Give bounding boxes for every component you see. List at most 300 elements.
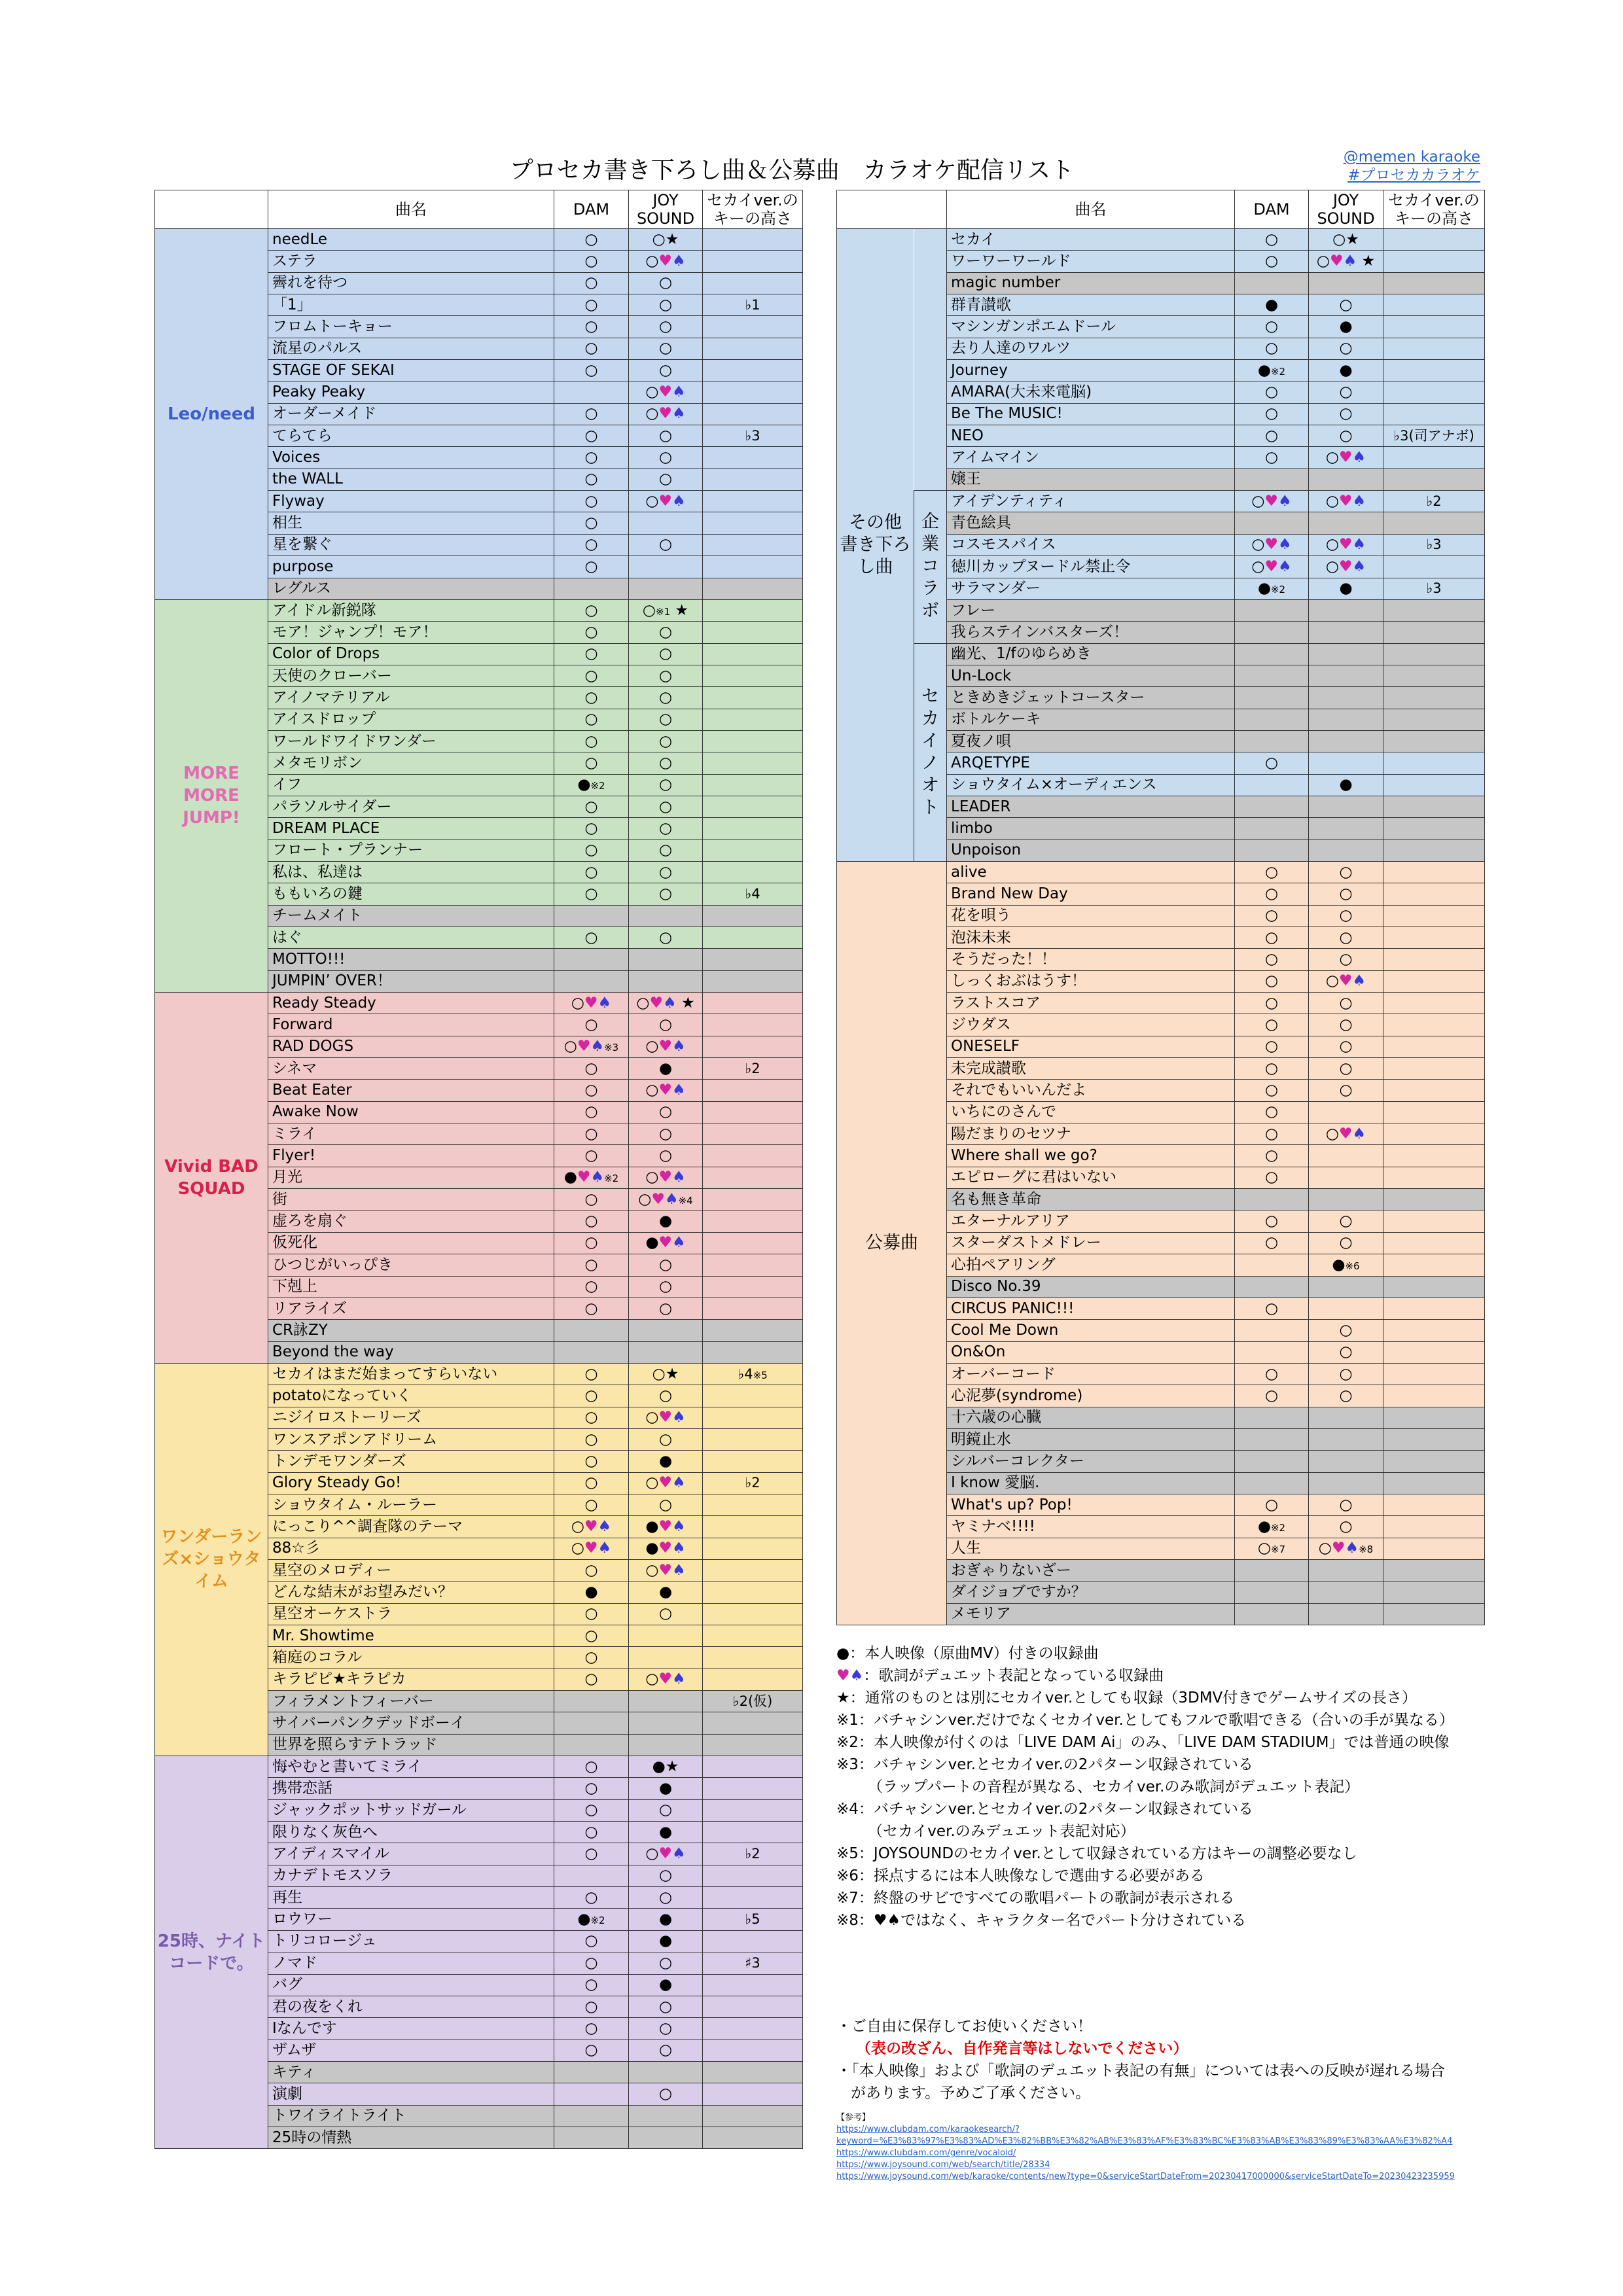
dam-mark: ○ (554, 272, 629, 294)
unit-logo-text: Leo/need (168, 404, 255, 424)
subgroup-label-line: コラボ (921, 556, 939, 622)
key-value: ♭3 (703, 425, 803, 447)
key-value (1383, 1254, 1485, 1276)
song-title: ONESELF (947, 1036, 1235, 1057)
subgroup-label-line: ノオト (921, 752, 939, 818)
joy-mark: ○ (629, 360, 703, 381)
unit-logo-mmj (155, 599, 268, 992)
key-value (1383, 338, 1485, 359)
joy-mark: ●♥♠ (629, 1516, 703, 1538)
song-title: フロート・プランナー (268, 839, 554, 861)
key-value (703, 1101, 803, 1123)
ref-link[interactable]: https://www.joysound.com/web/karaoke/contents/new?type=0&serviceStartDateFrom=20230417000000&serviceStartDateTo=20230423235959 (836, 2172, 1455, 2181)
references (836, 2112, 1623, 2183)
dam-mark: ○ (1235, 1080, 1309, 1101)
dam-mark: ○ (554, 2018, 629, 2040)
joy-mark: ○ (629, 1123, 703, 1145)
song-title: 25時の情熱 (268, 2127, 554, 2148)
hashtag-link[interactable]: #プロセカカラオケ (1347, 167, 1480, 184)
key-value (1383, 599, 1485, 621)
key-value (1383, 1276, 1485, 1298)
joy-mark: ○♥♠ (1309, 491, 1383, 512)
joy-mark: ○ (629, 1865, 703, 1886)
legend-note: （セカイver.のみデュエット表記対応） (868, 1823, 1135, 1840)
song-header: 曲名 (268, 190, 554, 229)
joy-mark: ○ (629, 839, 703, 861)
song-title: にっこり^^調査隊のテーマ (268, 1516, 554, 1538)
key-value (703, 970, 803, 992)
key-value (703, 949, 803, 970)
joy-mark (1309, 796, 1383, 817)
joy-mark (629, 1625, 703, 1647)
joy-mark (1309, 1101, 1383, 1123)
dam-mark: ○ (554, 1669, 629, 1690)
dam-mark: ○ (1235, 1494, 1309, 1515)
dam-mark: ○ (554, 1123, 629, 1145)
song-title: ワンスアポンアドリーム (268, 1428, 554, 1450)
key-value (1383, 1101, 1485, 1123)
usage-notice (836, 2015, 1491, 2104)
unit-logo-text: Vivid BAD SQUAD (164, 1156, 259, 1199)
key-value (703, 1298, 803, 1319)
joy-mark: ○ (629, 468, 703, 490)
song-title: ステラ (268, 251, 554, 272)
left-song-table (154, 190, 803, 2149)
song-title: 未完成讃歌 (947, 1058, 1235, 1080)
dam-mark: ○ (554, 534, 629, 556)
song-title: メタモリボン (268, 752, 554, 774)
song-title: フィラメントフィーバー (268, 1691, 554, 1712)
joy-mark: ○ (629, 1014, 703, 1036)
key-value (703, 1799, 803, 1821)
song-title: RAD DOGS (268, 1036, 554, 1057)
dam-mark: ○ (554, 1189, 629, 1210)
joy-mark (629, 578, 703, 599)
dam-mark: ○ (554, 1887, 629, 1909)
song-title: Color of Drops (268, 643, 554, 665)
joy-mark: ○ (629, 1428, 703, 1450)
key-value (1383, 818, 1485, 839)
key-value (703, 534, 803, 556)
song-title: 明鏡止水 (947, 1428, 1235, 1450)
key-value (703, 993, 803, 1014)
joy-mark: ○ (629, 1603, 703, 1625)
key-value: ♭2 (703, 1058, 803, 1080)
dam-mark: ○ (1235, 1298, 1309, 1319)
song-title: I know 愛脳. (947, 1472, 1235, 1494)
dam-mark: ●※2 (1235, 578, 1309, 599)
joy-mark (629, 1712, 703, 1734)
key-value (703, 360, 803, 381)
dam-mark (554, 1691, 629, 1712)
joy-mark (1309, 643, 1383, 665)
dam-mark: ○ (554, 709, 629, 730)
dam-mark: ○ (554, 447, 629, 468)
legend-note: ※7：終盤のサビですべての歌唱パートの歌詞が表示される (836, 1890, 1235, 1907)
song-title: バグ (268, 1974, 554, 1996)
table-row (155, 1756, 803, 1778)
notice-warning: （表の改ざん、自作発言等はしないでください） (856, 2040, 1188, 2057)
key-value (703, 1538, 803, 1559)
dam-mark: ○ (554, 1058, 629, 1080)
joy-mark: ● (629, 1909, 703, 1930)
key-value (1383, 839, 1485, 861)
dam-mark: ●※2 (554, 774, 629, 796)
group-label-other (837, 229, 914, 862)
dam-mark: ○ (554, 1080, 629, 1101)
song-title: 去り人達のワルツ (947, 338, 1235, 359)
joy-mark: ○ (629, 1385, 703, 1407)
dam-mark: ○ (554, 1494, 629, 1515)
song-title: 名も無き革命 (947, 1189, 1235, 1210)
dam-mark (1235, 1603, 1309, 1625)
song-title: ラストスコア (947, 993, 1235, 1014)
joy-mark: ○ (1309, 1232, 1383, 1254)
dam-mark: ○ (554, 403, 629, 425)
key-value (703, 796, 803, 817)
joy-mark: ○♥♠ (1309, 556, 1383, 578)
joy-mark: ○ (1309, 294, 1383, 316)
key-value (703, 709, 803, 730)
legend-note: ※2：本人映像が付くのは「LIVE DAM Ai」のみ、「LIVE DAM STADIUM」では普通の映像 (836, 1734, 1450, 1751)
key-value (703, 905, 803, 927)
song-title: Journey (947, 360, 1235, 381)
unit-logo-vbs (155, 993, 268, 1364)
dam-mark (554, 2127, 629, 2148)
key-value (703, 1712, 803, 1734)
key-value (1383, 1210, 1485, 1232)
twitter-handle-link[interactable]: @memen karaoke (1343, 149, 1480, 166)
joy-mark: ○♥♠ (629, 1407, 703, 1428)
song-title: 花を唄う (947, 905, 1235, 927)
song-title: magic number (947, 272, 1235, 294)
ref-link[interactable]: https://www.clubdam.com/karaokesearch/?keyword=%E3%83%97%E3%83%AD%E3%82%BB%E3%82%AB%E3%83%AF%E3%83%BC%E3%83%AB%E3%83%89%E3%83%AA%E3%82%A4 (836, 2125, 1453, 2146)
song-title: ロウワー (268, 1909, 554, 1930)
song-title: Voices (268, 447, 554, 468)
ref-link[interactable]: https://www.clubdam.com/genre/vocaloid/ (836, 2148, 1016, 2158)
song-title: ニジイロストーリーズ (268, 1407, 554, 1428)
joy-mark: ○ (629, 622, 703, 643)
group-label-pub (837, 861, 947, 1625)
key-value (703, 2061, 803, 2083)
joy-mark: ○ (1309, 1494, 1383, 1515)
joy-mark: ○ (629, 752, 703, 774)
dam-mark (554, 1712, 629, 1734)
song-title: オーバーコード (947, 1363, 1235, 1385)
subgroup-label (914, 491, 947, 643)
key-value: ♭3 (1383, 534, 1485, 556)
dam-mark: ○ (1235, 1210, 1309, 1232)
dam-mark: ○ (1235, 403, 1309, 425)
key-value (1383, 1341, 1485, 1363)
key-value (1383, 1581, 1485, 1603)
dam-mark: ●※2 (1235, 1516, 1309, 1538)
dam-mark (1235, 272, 1309, 294)
dam-mark (1235, 730, 1309, 752)
key-value (703, 1254, 803, 1276)
joy-mark: ○♥♠ (629, 1843, 703, 1865)
dam-mark: ○ (1235, 1123, 1309, 1145)
song-title: potatoになっていく (268, 1385, 554, 1407)
subgroup-label (914, 643, 947, 861)
song-title: チームメイト (268, 905, 554, 927)
dam-mark: ○ (1235, 970, 1309, 992)
right-song-table (836, 190, 1485, 1625)
dam-mark (1235, 1276, 1309, 1298)
song-title: 泡沫未来 (947, 927, 1235, 949)
song-title: フロムトーキョー (268, 316, 554, 338)
dam-mark: ○ (554, 1974, 629, 1996)
dam-mark (554, 1734, 629, 1756)
legend-note: ※4：バチャシンver.とセカイver.の2パターン収録されている (836, 1801, 1253, 1818)
key-value (1383, 993, 1485, 1014)
key-value (1383, 468, 1485, 490)
song-title: 再生 (268, 1887, 554, 1909)
song-title: イフ (268, 774, 554, 796)
song-title: 人生 (947, 1538, 1235, 1559)
joy-mark: ○♥♠ (1309, 970, 1383, 992)
song-title: 携帯恋話 (268, 1778, 554, 1799)
dam-mark: ○ (554, 1843, 629, 1865)
song-title: セカイ (947, 229, 1235, 251)
dam-mark: ○ (554, 1232, 629, 1254)
key-value (703, 229, 803, 251)
key-value (1383, 556, 1485, 578)
key-value (1383, 1167, 1485, 1188)
key-value (703, 861, 803, 883)
key-value (1383, 1036, 1485, 1057)
key-value (1383, 294, 1485, 316)
dam-mark: ○ (554, 1756, 629, 1778)
references-label: 【参考】 (836, 2113, 871, 2123)
joy-mark: ○ (629, 861, 703, 883)
song-title: 夏夜ノ唄 (947, 730, 1235, 752)
song-title: 悔やむと書いてミライ (268, 1756, 554, 1778)
song-title: 星空のメロディー (268, 1559, 554, 1581)
song-title: 街 (268, 1189, 554, 1210)
dam-mark: ○ (554, 927, 629, 949)
dam-mark: ○ (554, 1428, 629, 1450)
legend-note: ※5：JOYSOUNDのセカイver.として収録されている方はキーの調整必要なし (836, 1845, 1357, 1862)
joy-mark: ○ (1309, 1014, 1383, 1036)
dam-mark: ● (1235, 294, 1309, 316)
key-value (1383, 1320, 1485, 1341)
key-value: ♭2 (1383, 491, 1485, 512)
song-title: CR詠ZY (268, 1320, 554, 1341)
joy-mark (1309, 1451, 1383, 1472)
joy-mark: ○ (1309, 1385, 1383, 1407)
joy-mark: ○ (1309, 1036, 1383, 1057)
dam-mark: ○ (1235, 316, 1309, 338)
dam-mark: ○ (554, 1101, 629, 1123)
key-value (1383, 752, 1485, 774)
joy-mark: ○ (1309, 403, 1383, 425)
dam-mark: ○ (554, 1930, 629, 1952)
dam-mark: ○ (554, 1472, 629, 1494)
table-row (155, 229, 803, 251)
dam-mark: ○ (554, 1363, 629, 1385)
joy-mark (1309, 622, 1383, 643)
key-value (703, 1014, 803, 1036)
song-title: キティ (268, 2061, 554, 2083)
joy-mark: ○ (629, 447, 703, 468)
dam-mark: ○ (1235, 1145, 1309, 1167)
joy-mark: ● (629, 1778, 703, 1799)
song-title: コスモスパイス (947, 534, 1235, 556)
song-title: ももいろの鍵 (268, 883, 554, 905)
table-row (837, 861, 1485, 883)
key-value: ♭2(仮) (703, 1691, 803, 1712)
joy-mark: ● (1309, 360, 1383, 381)
song-title: Flyer! (268, 1145, 554, 1167)
song-title: Unpoison (947, 839, 1235, 861)
key-value (1383, 643, 1485, 665)
song-title: オーダーメイド (268, 403, 554, 425)
key-value (703, 599, 803, 621)
key-value (703, 1516, 803, 1538)
dam-mark (1235, 1254, 1309, 1276)
dam-mark (554, 949, 629, 970)
joy-mark: ○♥♠ (1309, 1123, 1383, 1145)
joy-mark: ○ (1309, 1320, 1383, 1341)
dam-mark: ●※2 (1235, 360, 1309, 381)
song-title: JUMPIN’ OVER！ (268, 970, 554, 992)
key-value (1383, 709, 1485, 730)
song-title: ノマド (268, 1952, 554, 1974)
dam-mark: ●※2 (554, 1909, 629, 1930)
key-value (1383, 861, 1485, 883)
dam-mark: ○ (1235, 251, 1309, 272)
dam-mark: ○ (554, 839, 629, 861)
dam-mark: ○ (1235, 1036, 1309, 1057)
dam-mark (554, 1320, 629, 1341)
dam-mark: ○ (554, 468, 629, 490)
joy-mark (629, 2105, 703, 2127)
joy-mark: ●♥♠ (629, 1232, 703, 1254)
dam-mark: ○ (1235, 447, 1309, 468)
joy-mark: ○♥♠ (629, 381, 703, 403)
song-title: 月光 (268, 1167, 554, 1188)
song-title: ワールドワイドワンダー (268, 730, 554, 752)
key-value (1383, 1298, 1485, 1319)
song-title: 徳川カップヌードル禁止令 (947, 556, 1235, 578)
table-row (155, 599, 803, 621)
key-value (703, 1494, 803, 1515)
song-title: 世界を照らすテトラッド (268, 1734, 554, 1756)
key-value (1383, 1014, 1485, 1036)
song-title: トンデモワンダーズ (268, 1451, 554, 1472)
song-title: CIRCUS PANIC!!! (947, 1298, 1235, 1319)
song-title: てらてら (268, 425, 554, 447)
dam-mark: ○ (1235, 1014, 1309, 1036)
joy-mark (1309, 1276, 1383, 1298)
key-value (703, 1822, 803, 1843)
key-value (1383, 730, 1485, 752)
joy-mark: ○ (1309, 1210, 1383, 1232)
joy-mark (1309, 1559, 1383, 1581)
key-value (1383, 1232, 1485, 1254)
song-title: LEADER (947, 796, 1235, 817)
dam-mark: ○ (554, 1407, 629, 1428)
song-title: ミライ (268, 1123, 554, 1145)
song-title: カナデトモスソラ (268, 1865, 554, 1886)
unit-logo-text: MORE MORE JUMP! (183, 764, 240, 828)
song-title: アイデンティティ (947, 491, 1235, 512)
dam-mark: ○ (554, 229, 629, 251)
dam-mark: ○ (554, 1822, 629, 1843)
song-title: ザムザ (268, 2040, 554, 2061)
dam-mark: ○ (554, 2040, 629, 2061)
song-title: 霽れを待つ (268, 272, 554, 294)
key-value (1383, 1123, 1485, 1145)
dam-mark (1235, 665, 1309, 686)
song-title: 仮死化 (268, 1232, 554, 1254)
dam-header: DAM (554, 190, 629, 229)
key-value (703, 447, 803, 468)
joy-mark: ○ (1309, 1341, 1383, 1363)
joy-mark: ○ (629, 534, 703, 556)
joy-mark (1309, 665, 1383, 686)
unit-logo-text: 25時、ナイトコードで。 (157, 1931, 266, 1973)
dam-mark (1235, 1581, 1309, 1603)
key-value (1383, 1385, 1485, 1407)
song-title: スターダストメドレー (947, 1232, 1235, 1254)
song-title: DREAM PLACE (268, 818, 554, 839)
joy-mark (629, 970, 703, 992)
dam-mark (554, 2083, 629, 2105)
joy-mark (629, 556, 703, 578)
joy-mark: ○ (629, 338, 703, 359)
dam-mark: ○ (554, 796, 629, 817)
song-title: STAGE OF SEKAI (268, 360, 554, 381)
joy-mark: ○ (629, 294, 703, 316)
dam-mark: ○♥♠ (554, 1538, 629, 1559)
key-value (703, 1276, 803, 1298)
song-title: シネマ (268, 1058, 554, 1080)
song-title: セカイはまだ始まってすらいない (268, 1363, 554, 1385)
joy-mark (1309, 818, 1383, 839)
joy-mark: ○ (629, 2040, 703, 2061)
key-value (703, 1407, 803, 1428)
ref-link[interactable]: https://www.joysound.com/web/search/title/28334 (836, 2160, 1050, 2170)
song-title: 天使のクローバー (268, 665, 554, 686)
key-value (1383, 381, 1485, 403)
key-value (1383, 927, 1485, 949)
song-title: 演劇 (268, 2083, 554, 2105)
joy-mark: ○ (1309, 381, 1383, 403)
dam-mark (1235, 687, 1309, 709)
joy-mark: ● (629, 1451, 703, 1472)
dam-mark: ○ (554, 1647, 629, 1669)
dam-mark (1235, 1559, 1309, 1581)
joy-mark: ○ (1309, 927, 1383, 949)
table-row (155, 993, 803, 1014)
song-title: エピローグに君はいない (947, 1167, 1235, 1188)
key-value (703, 839, 803, 861)
table-row (837, 643, 1485, 665)
dam-mark (1235, 1407, 1309, 1428)
dam-mark: ○ (1235, 883, 1309, 905)
joy-mark: ●♥♠ (629, 1538, 703, 1559)
joy-mark: ●※6 (1309, 1254, 1383, 1276)
legend-note: ※1：バチャシンver.だけでなくセカイver.としてもフルで歌唱できる（合いの手が異なる） (836, 1712, 1454, 1729)
joy-mark: ○♥♠ (629, 1472, 703, 1494)
joy-mark: ○ (629, 1276, 703, 1298)
joy-mark: ○ (629, 1952, 703, 1974)
key-value: ♯3 (703, 1952, 803, 1974)
song-title: Ready Steady (268, 993, 554, 1014)
joy-mark: ○ (629, 1254, 703, 1276)
